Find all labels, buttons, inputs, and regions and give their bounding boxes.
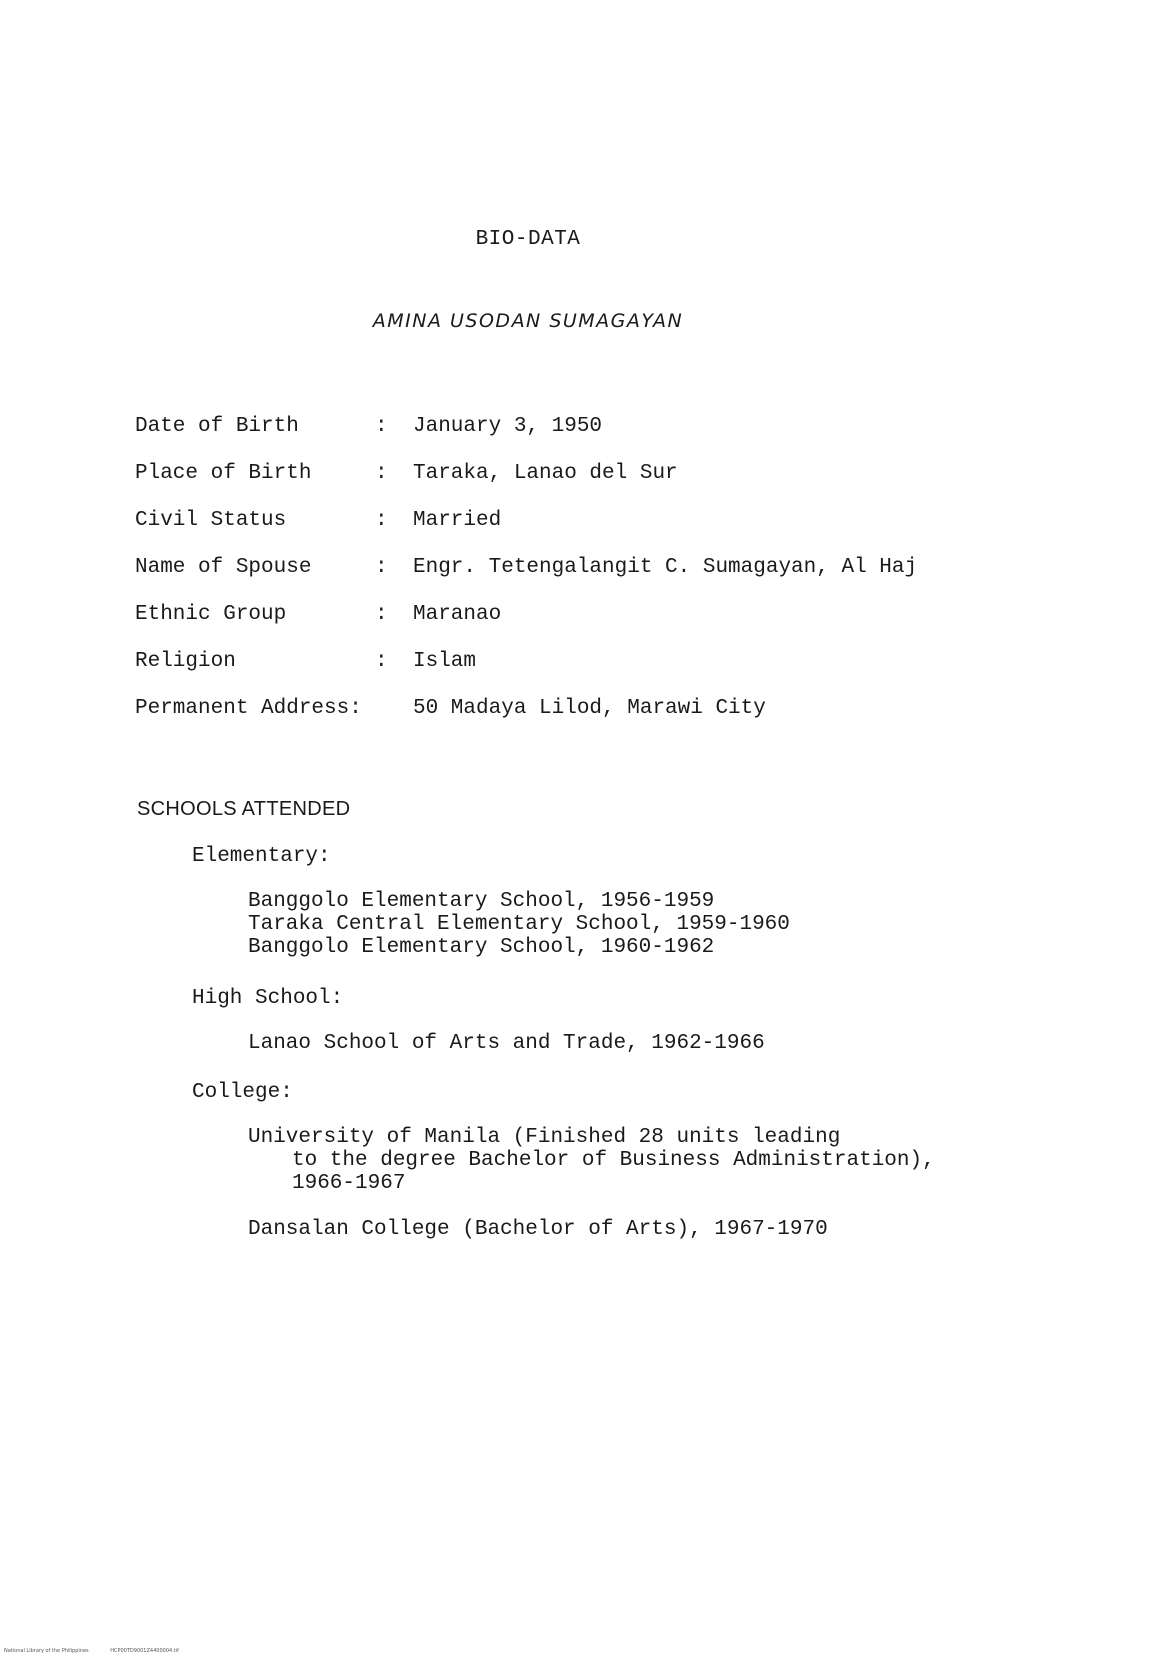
field-value: Married [413,509,502,532]
field-label: Place of Birth [135,462,312,485]
field-label: Name of Spouse [135,556,312,579]
file-code: HCP00TD9001Z4400004.tif [110,1648,179,1654]
field-value: January 3, 1950 [413,415,603,438]
field-colon: : [375,603,388,626]
field-colon: : [375,509,388,532]
field-date-of-birth [135,415,917,462]
field-religion [135,650,917,697]
list-item: Dansalan College (Bachelor of Arts), 1967-1970 [248,1218,828,1241]
field-value: Taraka, Lanao del Sur [413,462,678,485]
field-label: Ethnic Group [135,603,287,626]
scan-footer [4,1648,199,1654]
list-item: Banggolo Elementary School, 1960-1962 [248,936,715,959]
college-list [248,1126,935,1241]
field-label: Date of Birth [135,415,299,438]
field-colon: : [375,556,388,579]
list-item: Taraka Central Elementary School, 1959-1960 [248,913,790,936]
elementary-section [192,845,790,959]
college-label: College: [192,1081,293,1104]
field-value: Engr. Tetengalangit C. Sumagayan, Al Haj [413,556,918,579]
list-item: Lanao School of Arts and Trade, 1962-1966 [248,1032,765,1055]
document-title: BIO-DATA [475,228,581,251]
field-value: Maranao [413,603,502,626]
elementary-label: Elementary: [192,845,331,868]
field-label: Civil Status [135,509,287,532]
field-value: 50 Madaya Lilod, Marawi City [413,697,766,720]
field-ethnic-group [135,603,917,650]
library-credit: National Library of the Philippines [4,1648,89,1654]
list-item-continuation: to the degree Bachelor of Business Administration), [292,1149,935,1172]
schools-attended-heading: SCHOOLS ATTENDED [137,798,351,820]
high-school-list [248,1032,765,1055]
high-school-section [192,987,765,1055]
list-item-continuation: 1966-1967 [292,1172,406,1195]
field-value: Islam [413,650,477,673]
field-colon: : [375,462,388,485]
person-name: AMINA USODAN SUMAGAYAN [372,310,684,332]
college-section [192,1081,935,1241]
personal-info-fields [135,415,917,744]
field-permanent-address [135,697,917,744]
field-civil-status [135,509,917,556]
field-colon: : [375,415,388,438]
list-item: Banggolo Elementary School, 1956-1959 [248,890,715,913]
list-item: University of Manila (Finished 28 units leading [248,1126,841,1149]
field-label: Permanent Address: [135,697,362,720]
field-place-of-birth [135,462,917,509]
field-label: Religion [135,650,236,673]
elementary-list [248,890,790,959]
field-name-of-spouse [135,556,917,603]
field-colon: : [375,650,388,673]
high-school-label: High School: [192,987,344,1010]
